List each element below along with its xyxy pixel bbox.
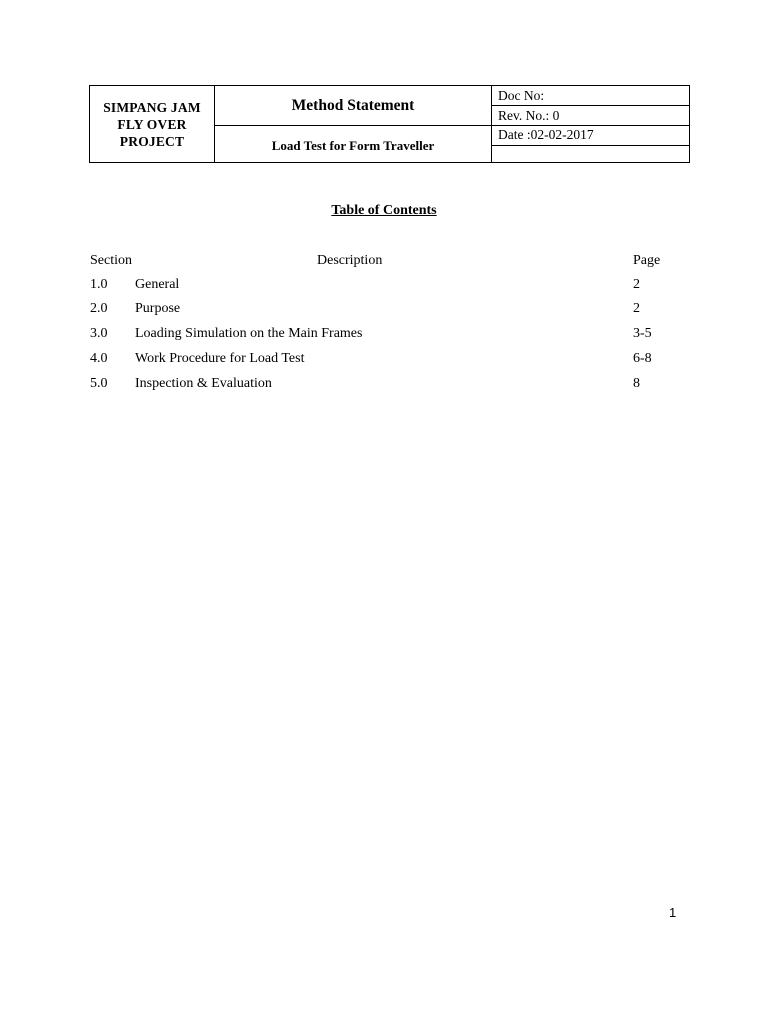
project-name-cell: [90, 86, 215, 163]
toc-header-row: [90, 251, 690, 271]
toc-description: Loading Simulation on the Main Frames: [135, 326, 363, 341]
toc-section-number: 2.0: [90, 301, 108, 316]
project-name-line: FLY OVER: [117, 116, 187, 132]
toc-description: General: [135, 277, 180, 292]
toc-column-page: Page: [633, 253, 661, 268]
toc-page: 3-5: [633, 326, 652, 341]
toc-description: Inspection & Evaluation: [135, 376, 272, 391]
toc-column-section: Section: [90, 253, 132, 268]
page-number: 1: [669, 905, 677, 920]
toc-section-number: 5.0: [90, 376, 108, 391]
toc-entry: [90, 299, 690, 319]
project-name-line: SIMPANG JAM: [103, 99, 201, 115]
toc-section-number: 1.0: [90, 277, 108, 292]
document-title: Method Statement: [215, 86, 492, 126]
document-subtitle: Load Test for Form Traveller: [215, 126, 492, 163]
toc-section-number: 3.0: [90, 326, 108, 341]
document-header-table: [89, 85, 690, 163]
toc-title: Table of Contents: [331, 203, 437, 218]
date-field: Date :02-02-2017: [492, 126, 690, 146]
toc-page: 2: [633, 301, 640, 316]
toc-entry: [90, 275, 690, 295]
toc-entry: [90, 349, 690, 369]
toc-column-description: Description: [317, 253, 383, 268]
toc-entry: [90, 324, 690, 344]
rev-no-field: Rev. No.: 0: [492, 106, 690, 126]
toc-page: 8: [633, 376, 640, 391]
toc-section-number: 4.0: [90, 351, 108, 366]
toc-page: 6-8: [633, 351, 652, 366]
project-name-line: PROJECT: [119, 133, 185, 149]
toc-description: Work Procedure for Load Test: [135, 351, 305, 366]
toc-description: Purpose: [135, 301, 181, 316]
doc-no-field: Doc No:: [492, 86, 690, 106]
toc-entry: [90, 374, 690, 394]
blank-meta-field: [492, 145, 690, 162]
toc-page: 2: [633, 277, 640, 292]
